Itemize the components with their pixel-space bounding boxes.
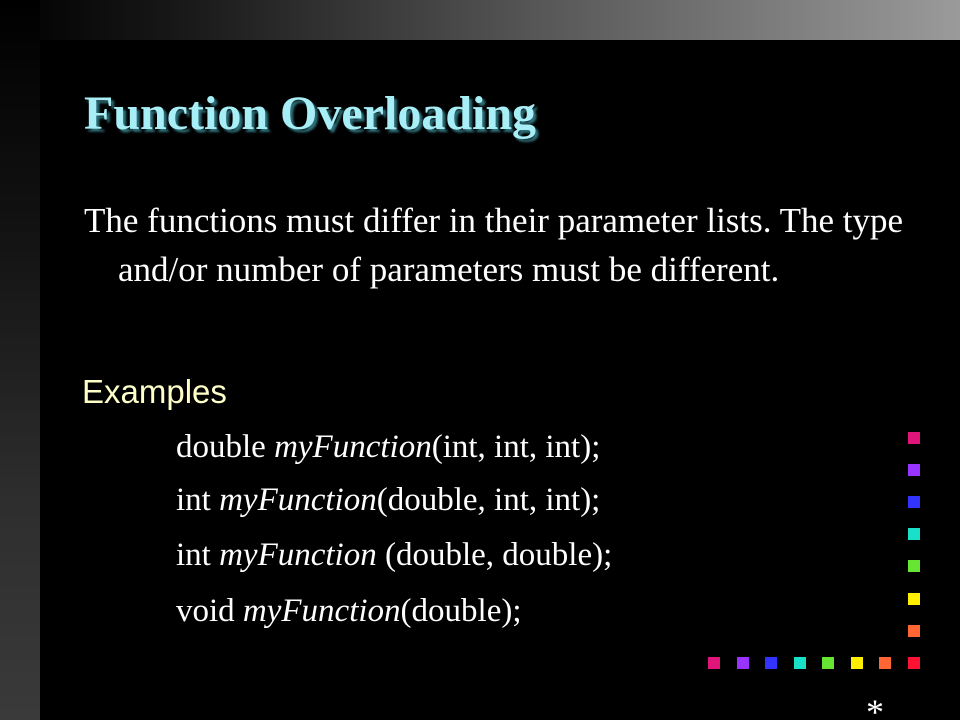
- decor-square-h5: [822, 657, 834, 669]
- slide-footer-asterisk: *: [866, 692, 884, 720]
- decor-square-h8: [908, 657, 920, 669]
- code-example-4: [176, 592, 522, 632]
- code-parameters: (int, int, int);: [431, 429, 601, 465]
- code-function-name: myFunction: [242, 593, 401, 629]
- code-return-type: int: [176, 482, 220, 518]
- decor-square-h6: [851, 657, 863, 669]
- code-example-3: [176, 536, 612, 576]
- decor-square-h3: [765, 657, 777, 669]
- decor-square-h2: [737, 657, 749, 669]
- code-function-name: myFunction: [274, 429, 432, 465]
- code-example-2: [176, 481, 600, 521]
- decor-square-h1: [708, 657, 720, 669]
- decor-square-v6: [908, 593, 920, 605]
- decor-square-h7: [879, 657, 891, 669]
- code-return-type: void: [176, 593, 243, 629]
- decor-square-v3: [908, 496, 920, 508]
- slide-body-text: The functions must differ in their parameter lists. The type and/or number of parameters must be different.: [84, 201, 904, 289]
- decor-square-v1: [908, 432, 920, 444]
- decor-square-v5: [908, 560, 920, 572]
- left-gradient-band: [0, 0, 40, 720]
- decor-square-v2: [908, 464, 920, 476]
- code-return-type: double: [176, 429, 275, 465]
- code-return-type: int: [176, 537, 220, 573]
- decor-square-v4: [908, 528, 920, 540]
- examples-label: Examples: [82, 373, 227, 410]
- code-parameters: (double);: [400, 593, 522, 629]
- code-example-1: [176, 428, 600, 468]
- slide-title: Function Overloading: [84, 87, 537, 140]
- code-function-name: myFunction: [219, 482, 377, 518]
- decor-square-h4: [794, 657, 806, 669]
- top-gradient-band: [0, 0, 960, 40]
- code-function-name: myFunction: [219, 537, 377, 573]
- code-parameters: (double, double);: [376, 537, 613, 573]
- code-parameters: (double, int, int);: [376, 482, 601, 518]
- decor-square-v7: [908, 625, 920, 637]
